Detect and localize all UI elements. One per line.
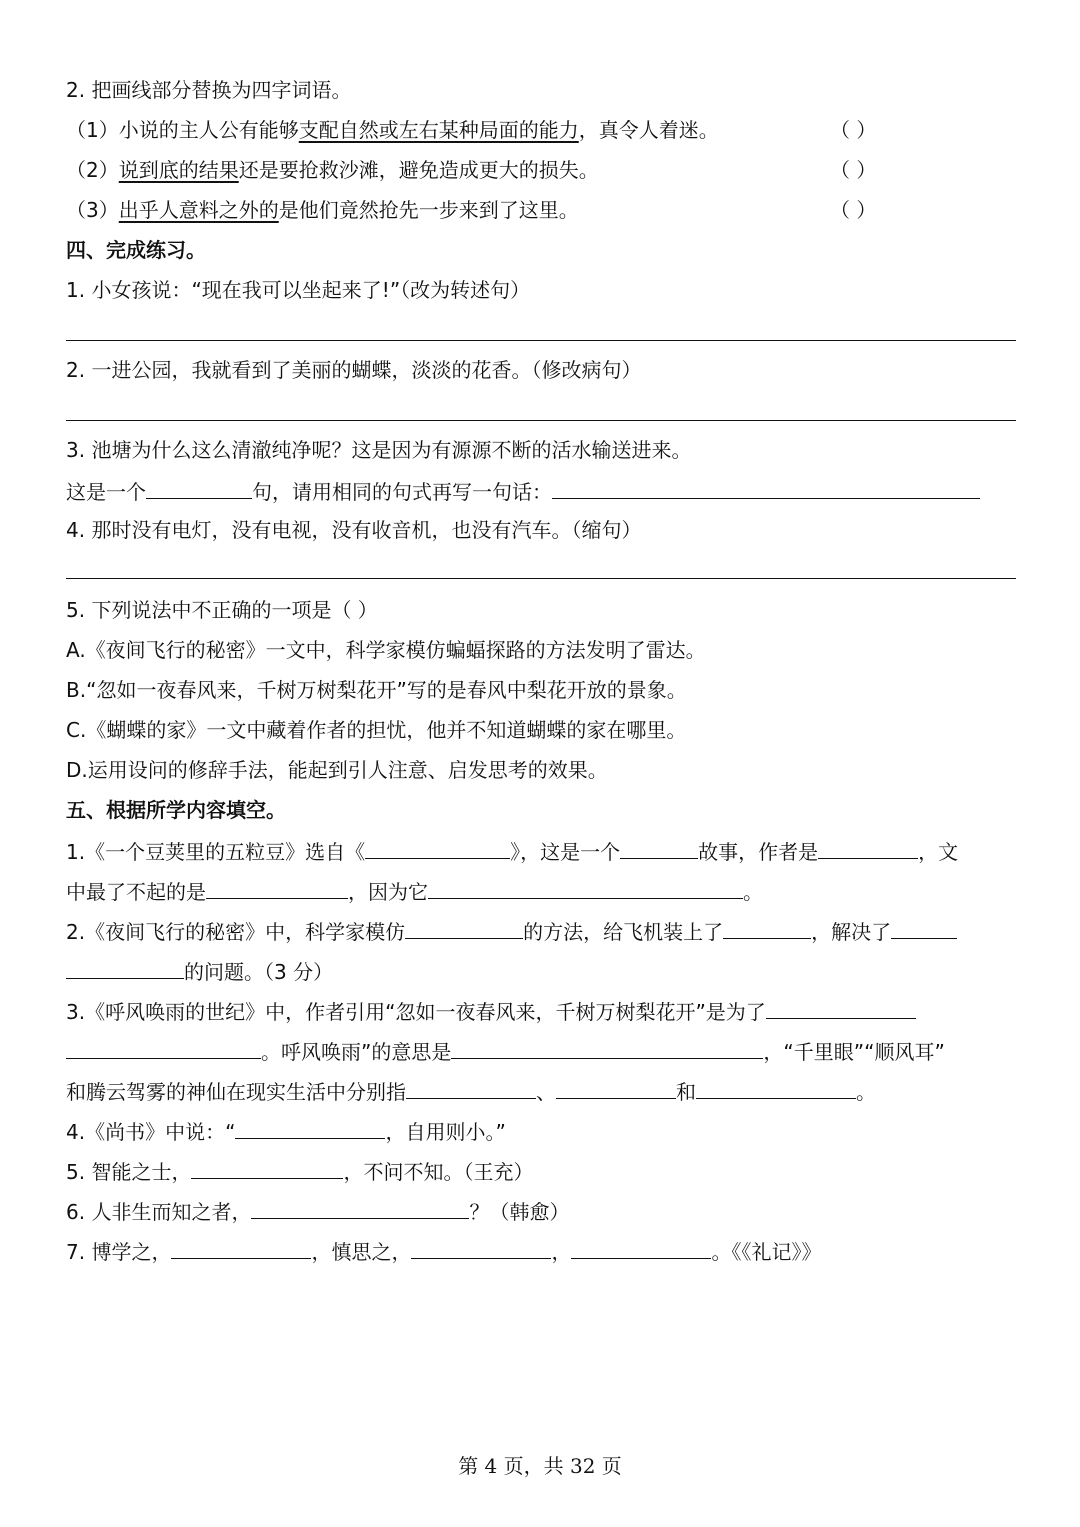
fill-blank[interactable] xyxy=(365,836,510,859)
text: 4.《尚书》中说：“ xyxy=(66,1120,236,1144)
underlined-phrase: 出乎人意料之外的 xyxy=(118,198,279,222)
answer-paren[interactable]: （ ） xyxy=(830,158,877,182)
text: ，慎思之， xyxy=(311,1240,412,1264)
option-c[interactable]: C.《蝴蝶的家》一文中藏着作者的担忧，他并不知道蝴蝶的家在哪里。 xyxy=(66,718,687,742)
answer-line[interactable] xyxy=(66,340,1016,341)
fill-blank[interactable] xyxy=(766,996,916,1019)
s4-q3-task xyxy=(66,476,980,506)
text: 的问题。（3 分） xyxy=(184,960,334,984)
text: ？（韩愈） xyxy=(469,1200,570,1224)
text: 的方法，给飞机装上了 xyxy=(523,920,724,944)
section-5-heading: 五、根据所学内容填空。 xyxy=(66,798,286,822)
fill-blank[interactable] xyxy=(723,916,811,939)
s4-q5-stem: 5. 下列说法中不正确的一项是（ ） xyxy=(66,598,378,622)
item-prefix: （1）小说的主人公有能够 xyxy=(66,118,299,142)
answer-line[interactable] xyxy=(66,578,1016,579)
text: ，自用则小。” xyxy=(385,1120,506,1144)
s4-q3-stem: 3. 池塘为什么这么清澈纯净呢？这是因为有源源不断的活水输送进来。 xyxy=(66,438,692,462)
s5-q7 xyxy=(66,1236,821,1266)
s3-q2-item-2 xyxy=(66,156,599,184)
item-prefix: （2） xyxy=(66,158,119,182)
s5-q2-line2 xyxy=(66,956,333,986)
text: 。呼风唤雨”的意思是 xyxy=(261,1040,452,1064)
text: 3.《呼风唤雨的世纪》中，作者引用“忽如一夜春风来，千树万树梨花开”是为了 xyxy=(66,1000,766,1024)
fill-blank[interactable] xyxy=(556,1076,676,1099)
text: ， xyxy=(551,1240,572,1264)
option-a[interactable]: A.《夜间飞行的秘密》一文中，科学家模仿蝙蝠探路的方法发明了雷达。 xyxy=(66,638,706,662)
text: ，解决了 xyxy=(811,920,892,944)
fill-blank[interactable] xyxy=(571,1236,711,1259)
text: 》，这是一个 xyxy=(510,840,621,864)
s4-q4: 4. 那时没有电灯，没有电视，没有收音机，也没有汽车。（缩句） xyxy=(66,518,642,542)
text: 、 xyxy=(536,1080,556,1104)
answer-paren[interactable]: （ ） xyxy=(830,198,877,222)
fill-blank[interactable] xyxy=(552,476,980,499)
text: ，“千里眼”“顺风耳” xyxy=(763,1040,945,1064)
section-4-heading: 四、完成练习。 xyxy=(66,238,206,262)
s3-q2-item-3 xyxy=(66,196,579,224)
text: 。 xyxy=(743,880,763,904)
fill-blank[interactable] xyxy=(428,876,743,899)
s4-q2: 2. 一进公园，我就看到了美丽的蝴蝶，淡淡的花香。（修改病句） xyxy=(66,358,642,382)
s5-q5 xyxy=(66,1156,533,1186)
option-d[interactable]: D.运用设问的修辞手法，能起到引人注意、启发思考的效果。 xyxy=(66,758,608,782)
s3-q2-item-1 xyxy=(66,116,719,144)
text: 。《《礼记》》 xyxy=(711,1240,822,1264)
item-suffix: ，真令人着迷。 xyxy=(578,118,719,142)
fill-blank[interactable] xyxy=(66,1036,261,1059)
s5-q6 xyxy=(66,1196,569,1226)
s5-q2-line1 xyxy=(66,916,957,946)
fill-blank[interactable] xyxy=(206,876,348,899)
fill-blank[interactable] xyxy=(451,1036,763,1059)
text: 2.《夜间飞行的秘密》中，科学家模仿 xyxy=(66,920,406,944)
fill-blank[interactable] xyxy=(171,1236,311,1259)
item-prefix: （3） xyxy=(66,198,119,222)
s5-q3-line1 xyxy=(66,996,916,1026)
text: 和 xyxy=(676,1080,696,1104)
fill-blank[interactable] xyxy=(235,1116,385,1139)
item-suffix: 是他们竟然抢先一步来到了这里。 xyxy=(278,198,579,222)
text: 这是一个 xyxy=(66,480,146,504)
option-b[interactable]: B.“忽如一夜春风来，千树万树梨花开”写的是春风中梨花开放的景象。 xyxy=(66,678,687,702)
text: 1.《一个豆荚里的五粒豆》选自《 xyxy=(66,840,366,864)
s4-q1: 1. 小女孩说：“现在我可以坐起来了!”（改为转述句） xyxy=(66,278,531,302)
text: 故事，作者是 xyxy=(698,840,819,864)
text: ，因为它 xyxy=(348,880,428,904)
text: 中最了不起的是 xyxy=(66,880,206,904)
text: ，文 xyxy=(918,840,959,864)
underlined-phrase: 说到底的结果 xyxy=(118,158,239,182)
fill-blank[interactable] xyxy=(696,1076,856,1099)
text: 6. 人非生而知之者， xyxy=(66,1200,252,1224)
fill-blank[interactable] xyxy=(406,1076,536,1099)
fill-blank[interactable] xyxy=(405,916,523,939)
fill-blank[interactable] xyxy=(191,1156,343,1179)
text: 和腾云驾雾的神仙在现实生活中分别指 xyxy=(66,1080,406,1104)
text: 7. 博学之， xyxy=(66,1240,172,1264)
text: 。 xyxy=(856,1080,876,1104)
fill-blank[interactable] xyxy=(146,476,252,499)
fill-blank[interactable] xyxy=(66,956,184,979)
text: 5. 智能之士， xyxy=(66,1160,192,1184)
text: ，不问不知。（王充） xyxy=(343,1160,534,1184)
s5-q3-line2 xyxy=(66,1036,945,1066)
page-number: 第 4 页，共 32 页 xyxy=(458,1454,622,1478)
answer-line[interactable] xyxy=(66,420,1016,421)
fill-blank[interactable] xyxy=(818,836,918,859)
fill-blank[interactable] xyxy=(411,1236,551,1259)
s5-q4 xyxy=(66,1116,506,1146)
s5-q1-line1 xyxy=(66,836,958,866)
fill-blank[interactable] xyxy=(620,836,698,859)
s5-q3-line3 xyxy=(66,1076,876,1106)
s5-q1-line2 xyxy=(66,876,763,906)
item-suffix: 还是要抢救沙滩，避免造成更大的损失。 xyxy=(238,158,599,182)
fill-blank[interactable] xyxy=(251,1196,469,1219)
text: 句，请用相同的句式再写一句话： xyxy=(252,480,552,504)
s3-q2-stem: 2. 把画线部分替换为四字词语。 xyxy=(66,78,352,102)
fill-blank[interactable] xyxy=(891,916,957,939)
underlined-phrase: 支配自然或左右某种局面的能力 xyxy=(298,118,579,142)
answer-paren[interactable]: （ ） xyxy=(830,118,877,142)
